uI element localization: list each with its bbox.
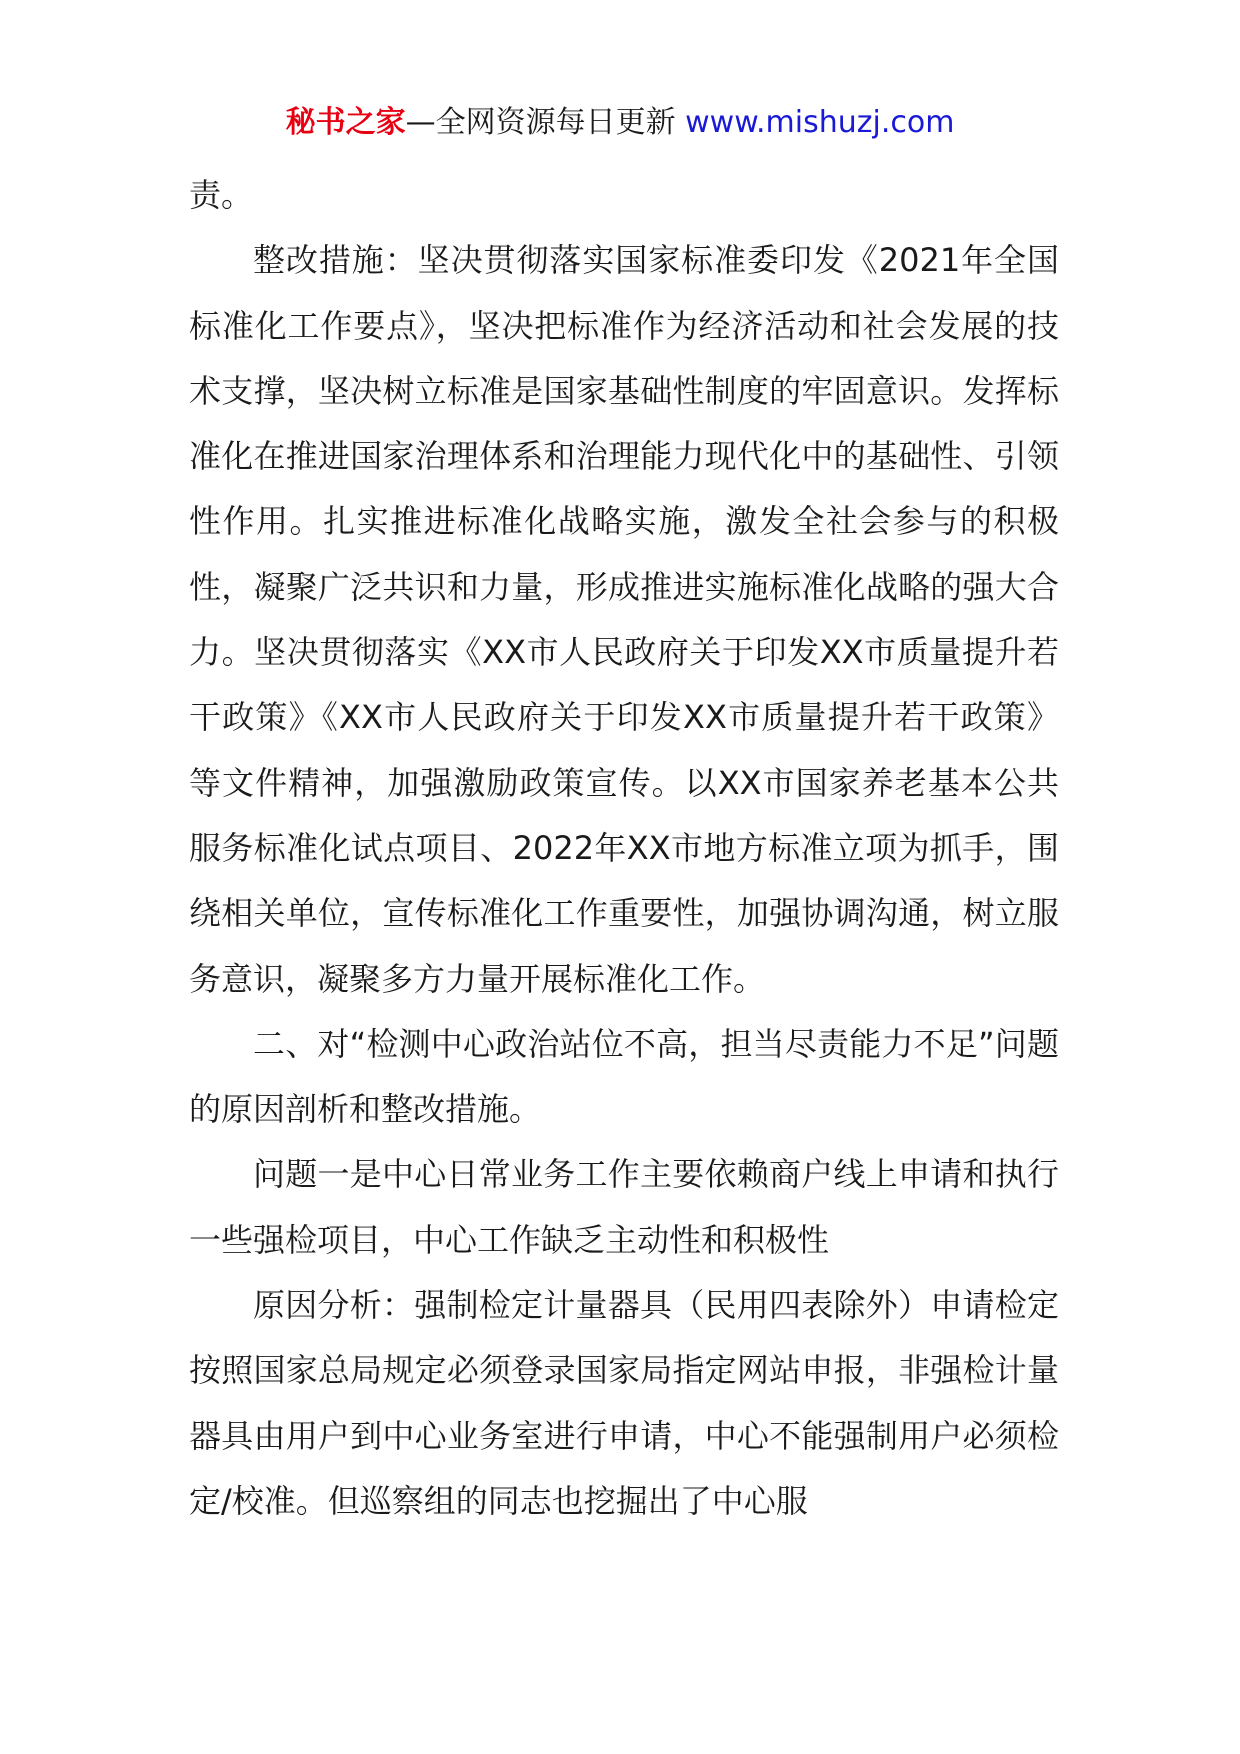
- paragraph-rectification-measures: 整改措施：坚决贯彻落实国家标准委印发《2021年全国标准化工作要点》，坚决把标准作为经济活动和社会发展的技术支撑，坚决树立标准是国家基础性制度的牢固意识。发挥标准化在推进国家治理体系和治理能力现代化中的基础性、引领性作用。扎实推进标准化战略实施，激发全社会参与的积极性，凝聚广泛共识和力量，形成推进实施标准化战略的强大合力。坚决贯彻落实《XX市人民政府关于印发XX市质量提升若干政策》《XX市人民政府关于印发XX市质量提升若干政策》等文件精神，加强激励政策宣传。以XX市国家养老基本公共服务标准化试点项目、2022年XX市地方标准立项为抓手，围绕相关单位，宣传标准化工作重要性，加强协调沟通，树立服务意识，凝聚多方力量开展标准化工作。: [189, 241, 1059, 998]
- site-url-link[interactable]: www.mishuzj.com: [685, 105, 955, 140]
- document-body: [189, 163, 1059, 1534]
- paragraph-problem-one: 问题一是中心日常业务工作主要依赖商户线上申请和执行一些强检项目，中心工作缺乏主动性和积极性: [189, 1155, 1059, 1259]
- page-header: [0, 101, 1240, 145]
- paragraph-continuation: 责。: [189, 176, 254, 214]
- paragraph-cause-analysis: 原因分析：强制检定计量器具（民用四表除外）申请检定按照国家总局规定必须登录国家局指定网站申报，非强检计量器具由用户到中心业务室进行申请，中心不能强制用户必须检定/校准。但巡察组的同志也挖掘出了中心服: [189, 1286, 1059, 1520]
- brand-name: 秘书之家: [285, 105, 406, 140]
- header-tagline: —全网资源每日更新: [405, 105, 686, 140]
- paragraph-section-heading: 二、对“检测中心政治站位不高，担当尽责能力不足”问题的原因剖析和整改措施。: [189, 1024, 1059, 1129]
